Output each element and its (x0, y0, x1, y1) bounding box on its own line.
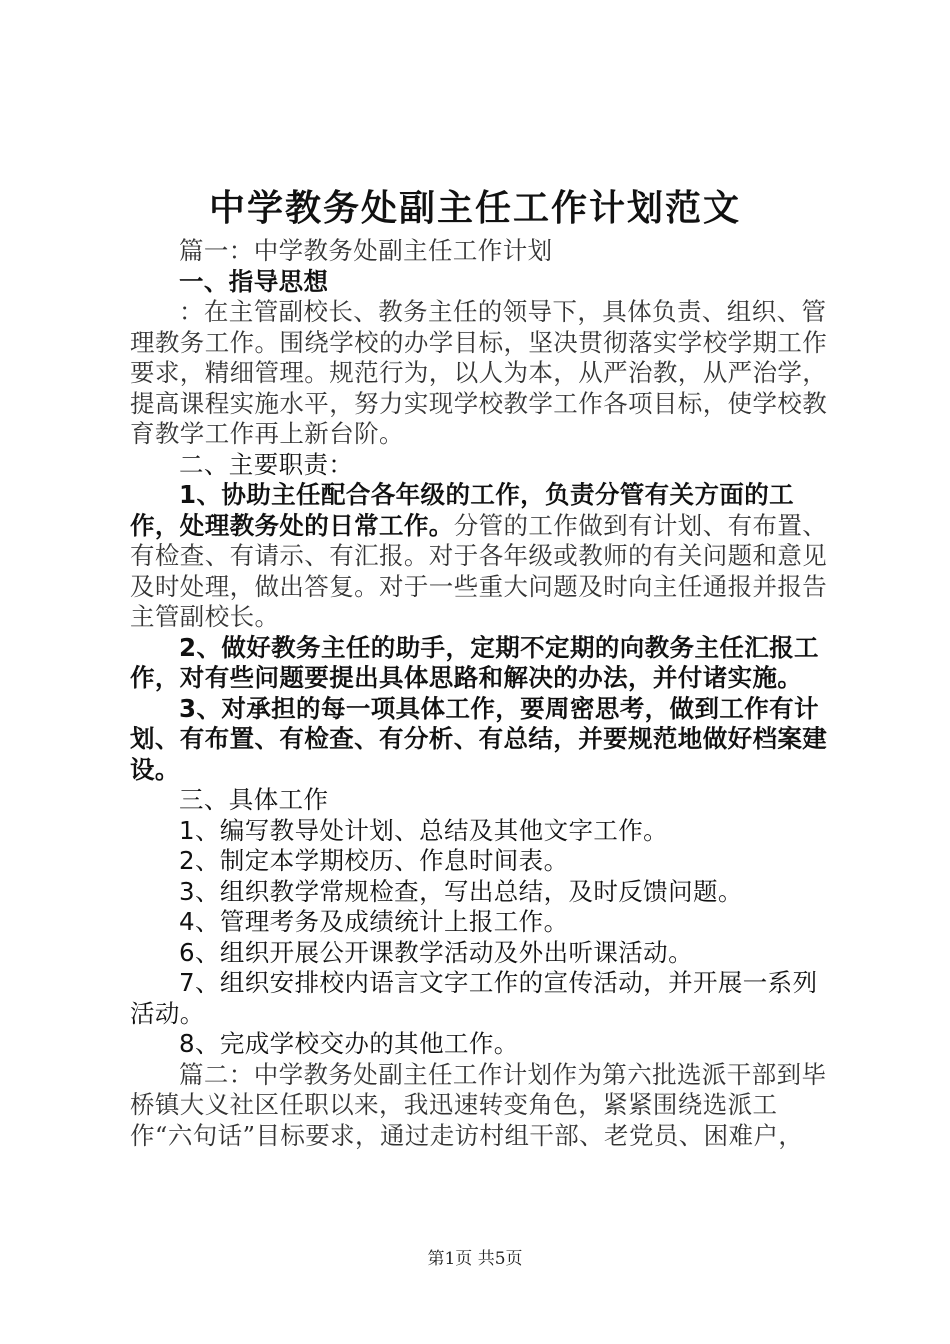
paragraph-work-6: 6、组织开展公开课教学活动及外出听课活动。 (179, 937, 693, 967)
paragraph-work-3: 3、组织教学常规检查，写出总结，及时反馈问题。 (179, 876, 743, 906)
paragraph-duty-2: 2、做好教务主任的助手，定期不定期的向教务主任汇报工作，对有些问题要提出具体思路和解决的办法，并付诸实施。 (130, 632, 819, 692)
duty-1-bold-text: 1、协助主任配合各年级的工作，负责分管有关方面的工作，处理教务处的日常工作。 (130, 480, 795, 540)
paragraph-work-7: 7、组织安排校内语言文字工作的宣传活动，并开展一系列活动。 (130, 968, 818, 1028)
paragraph-duty-1 (130, 480, 830, 633)
paragraph-guiding-thought-heading: 一、指导思想 (179, 266, 329, 296)
paragraph-duty-3: 3、对承担的每一项具体工作，要周密思考，做到工作有计划、有布置、有检查、有分析、有总结，并要规范地做好档案建设。 (130, 693, 828, 784)
paragraph-guiding-thought: ：在主管副校长、教务主任的领导下，具体负责、组织、管理教务工作。围绕学校的办学目标，坚决贯彻落实学校学期工作要求，精细管理。规范行为，以人为本，从严治教，从严治学，提高课程实施水平，努力实现学校教学工作各项目标，使学校教育教学工作再上新台阶。 (130, 297, 828, 448)
paragraph-section-two: 篇二：中学教务处副主任工作计划作为第六批选派干部到毕桥镇大义社区任职以来，我迅速转变角色，紧紧围绕选派工作“六句话”目标要求，通过走访村组干部、老党员、困难户， (130, 1059, 827, 1150)
duty-1-rest-text: 分管的工作做到有计划、有布置、有检查、有请示、有汇报。对于各年级或教师的有关问题和意见及时处理，做出答复。对于一些重大问题及时向主任通报并报告主管副校长。 (130, 510, 828, 631)
page-footer: 第1页 共5页 (427, 1249, 523, 1269)
paragraph-main-duties-heading: 二、主要职责： (179, 449, 354, 479)
paragraph-work-2: 2、制定本学期校历、作息时间表。 (179, 846, 569, 875)
paragraph-specific-work-heading: 三、具体工作 (179, 785, 329, 814)
paragraph-work-4: 4、管理考务及成绩统计上报工作。 (179, 907, 569, 936)
paragraph-work-8: 8、完成学校交办的其他工作。 (179, 1029, 519, 1058)
paragraph-work-1: 1、编写教导处计划、总结及其他文字工作。 (179, 815, 669, 845)
document-body (130, 236, 830, 1151)
document-title: 中学教务处副主任工作计划范文 (208, 187, 741, 229)
paragraph-section-one-heading: 篇一：中学教务处副主任工作计划 (179, 236, 553, 265)
